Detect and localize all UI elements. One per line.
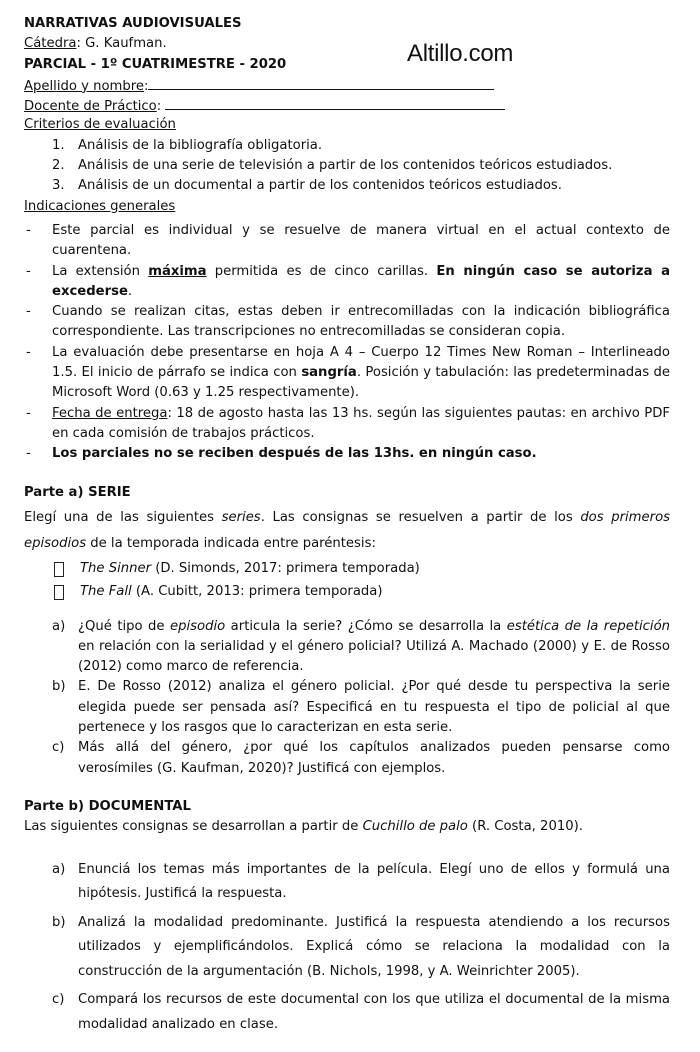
teacher-blank [165,95,505,110]
series-option: The Fall (A. Cubitt, 2013: primera temporada) [24,580,670,603]
indication-item: - Fecha de entrega: 18 de agosto hasta las 13 hs. según las siguientes pautas: en archivo PDF en cada comisión de trabajos prácticos. [26,405,671,441]
exam-title: PARCIAL - 1º CUATRIMESTRE - 2020 [24,56,287,72]
indication-item: - Este parcial es individual y se resuelve de manera virtual en el actual contexto de cuarentena. [26,222,670,259]
name-field-line: Apellido y nombre: [24,75,670,95]
part-b-intro: Las siguientes consignas se desarrollan a partir de Cuchillo de palo (R. Costa, 2010). [24,819,583,835]
part-a-title: Parte a) SERIE [24,484,131,500]
name-label: Apellido y nombre [24,78,145,94]
question-item: b) Analizá la modalidad predominante. Justificá la respuesta atendiendo a los recursos utilizados y ejemplificándolos. Explicá cómo se relaciona la modalidad con la construcción de la argumentación (B. Nichols, 1998, y A. Weinrichter 2005). [52,914,670,979]
catedra-label: Cátedra [24,36,77,52]
question-item: a) Enunciá los temas más importantes de la película. Elegí uno de ellos y formulá una hipótesis. Justificá la respuesta. [52,861,670,901]
question-item: b) E. De Rosso (2012) analiza el género policial. ¿Por qué desde tu perspectiva la serie elegida puede ser pensada así? Especificá en tu respuesta el tipo de policial al que pertenece y los rasgos que lo caracterizan en esta serie. [52,679,670,736]
watermark-logo: Altillo.com [407,40,514,67]
checkbox-icon [54,562,64,577]
teacher-field-line: Docente de Práctico: [24,95,670,115]
exam-page [24,14,670,1037]
indication-item: - Los parciales no se reciben después de las 13hs. en ningún caso. [26,446,537,462]
question-item: c) Más allá del género, ¿por qué los capítulos analizados pueden pensarse como verosímiles (G. Kaufman, 2020)? Justificá con ejemplos. [52,740,670,776]
indications-list [24,221,670,465]
part-b-questions [24,858,670,1038]
subject-title: NARRATIVAS AUDIOVISUALES [24,16,242,31]
catedra-value: : G. Kaufman. [76,36,167,52]
criteria-item: 3. Análisis de un documental a partir de los contenidos teóricos estudiados. [52,178,562,194]
criteria-list [24,136,670,197]
teacher-label: Docente de Práctico [24,99,157,115]
series-option: The Sinner (D. Simonds, 2017: primera temporada) [24,557,670,580]
criteria-item: 1. Análisis de la bibliografía obligatoria. [52,137,323,153]
indication-item: - La evaluación debe presentarse en hoja A 4 – Cuerpo 12 Times New Roman – Interlineado 1.5. El inicio de párrafo se indica con sangría. Posición y tabulación: las predeterminadas de Microsoft Word (0.63 y 1.25 respectivamente). [26,344,671,401]
indication-item: - Cuando se realizan citas, estas deben ir entrecomilladas con la indicación bibliográfica correspondiente. Las transcripciones no entrecomilladas se consideran copia. [26,304,670,340]
criteria-item: 2. Análisis de una serie de televisión a partir de los contenidos teóricos estudiados. [52,158,613,174]
question-item: c) Compará los recursos de este documental con los que utiliza el documental de la misma modalidad analizado en clase. [52,992,670,1032]
indications-title: Indicaciones generales [24,198,176,214]
series-options [24,557,670,603]
part-a-questions [24,617,670,779]
part-b-title: Parte b) DOCUMENTAL [24,798,191,814]
question-item: a) ¿Qué tipo de episodio articula la serie? ¿Cómo se desarrolla la estética de la repetición en relación con la serialidad y el género policial? Utilizá A. Machado (2000) y E. de Rosso (2012) como marco de referencia. [52,618,670,675]
indication-item: - La extensión máxima permitida es de cinco carillas. En ningún caso se autoriza a excederse. [26,263,671,299]
checkbox-icon [54,585,64,600]
name-blank [148,75,494,90]
catedra-line [24,34,670,54]
part-a-intro: Elegí una de las siguientes series. Las consignas se resuelven a partir de los dos primeros episodios de la temporada indicada entre paréntesis: [24,509,671,551]
criteria-title: Criterios de evaluación [24,117,176,133]
